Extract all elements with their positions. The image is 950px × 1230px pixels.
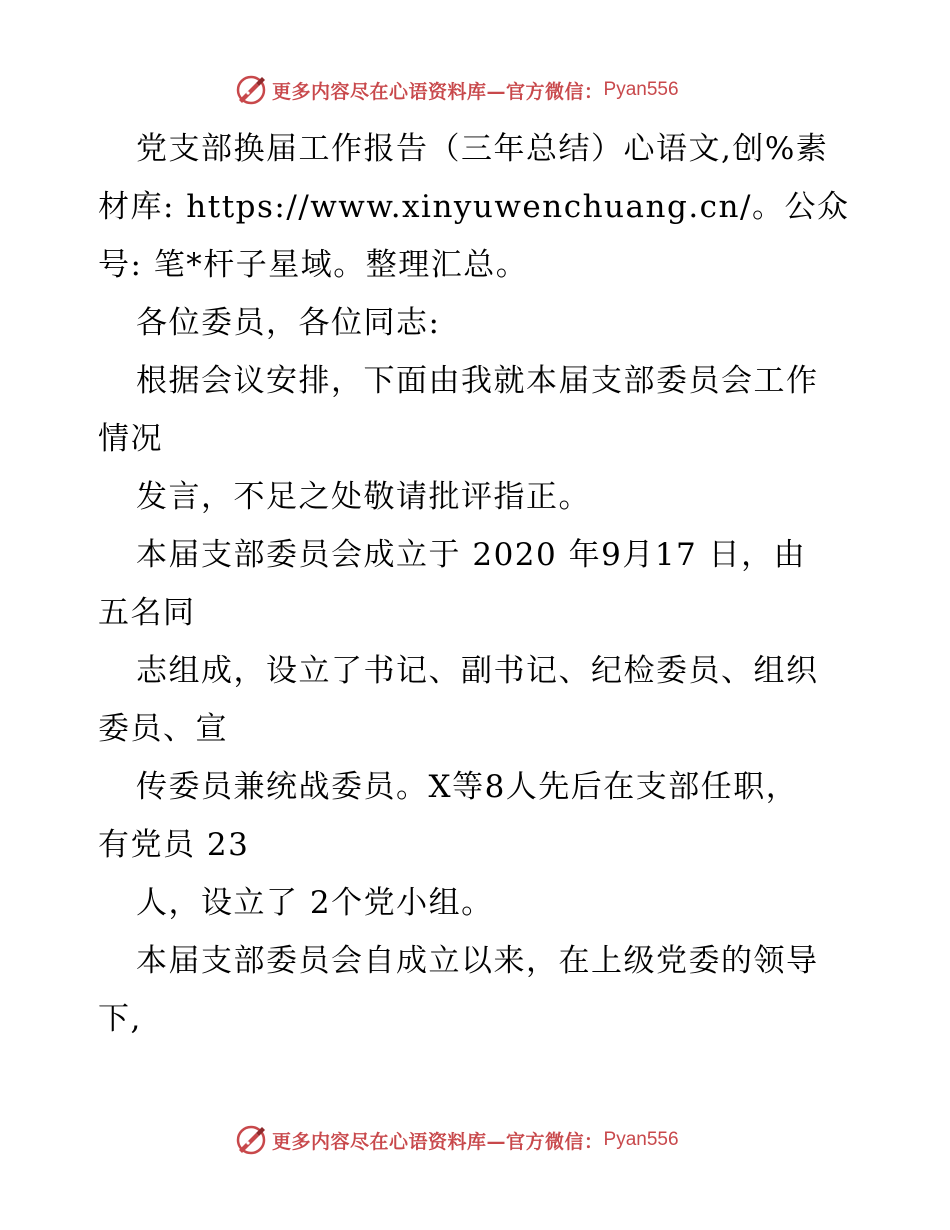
text-line: 发言，不足之处敬请批评指正。 — [136, 479, 591, 515]
text-line: 情况 — [98, 421, 163, 457]
text-line: 材库: https://www.xinyuwenchuang.cn/。公众 — [98, 189, 850, 225]
banner-text: 更多内容尽在心语资料库—官方微信： — [272, 1130, 604, 1153]
text-line: 有党员 23 — [98, 827, 250, 863]
text-line: 号: 笔*杆子星域。整理汇总。 — [98, 247, 529, 283]
banner-text: 更多内容尽在心语资料库—官方微信： — [272, 80, 604, 103]
report-body — [98, 120, 858, 1048]
text-line: 根据会议安排，下面由我就本届支部委员会工作 — [136, 363, 819, 399]
wechat-id: Pyan556 — [603, 79, 679, 100]
text-line: 人，设立了 2个党小组。 — [136, 885, 494, 921]
pen-nib-logo-icon — [234, 1123, 268, 1157]
footer-banner — [234, 1122, 679, 1158]
text-line: 本届支部委员会自成立以来，在上级党委的领导 — [136, 943, 819, 979]
text-line: 本届支部委员会成立于 2020 年9月17 日，由 — [136, 537, 807, 573]
text-line: 委员、宣 — [98, 711, 228, 747]
text-line: 党支部换届工作报告（三年总结）心语文,创%素 — [136, 131, 829, 167]
pen-nib-logo-icon — [234, 73, 268, 107]
header-banner — [234, 72, 679, 108]
text-line: 各位委员，各位同志: — [136, 305, 441, 341]
text-line: 五名同 — [98, 595, 196, 631]
wechat-id: Pyan556 — [603, 1129, 679, 1150]
text-line: 下, — [98, 1001, 142, 1037]
text-line: 志组成，设立了书记、副书记、纪检委员、组织 — [136, 653, 819, 689]
text-line: 传委员兼统战委员。X等8人先后在支部任职， — [136, 769, 799, 805]
